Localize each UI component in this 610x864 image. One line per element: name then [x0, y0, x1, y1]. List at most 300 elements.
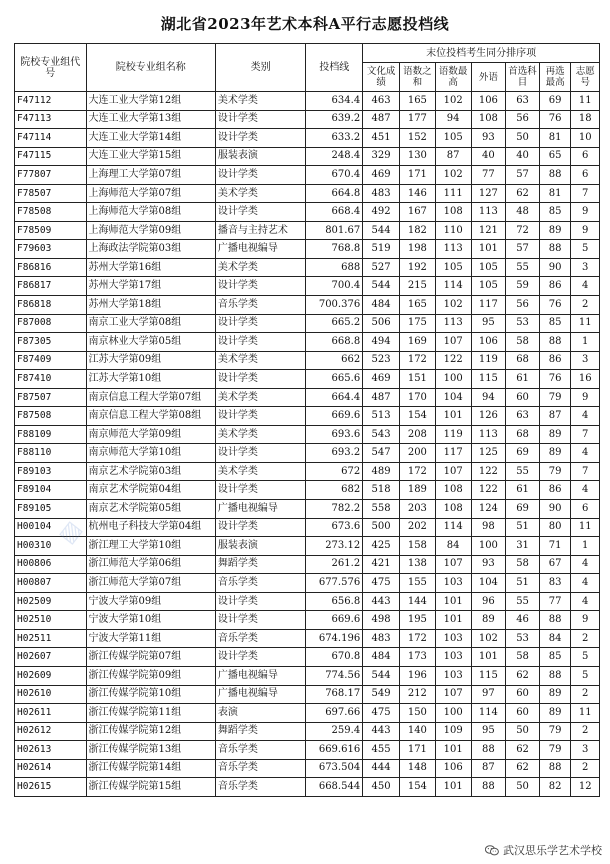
cell-elective-max: 89 [539, 704, 571, 723]
cell-culture: 543 [363, 425, 400, 444]
table-row [15, 759, 600, 778]
header-sub: 语数最高 [435, 63, 471, 92]
cell-elective-max: 88 [539, 666, 571, 685]
table-row [15, 611, 600, 630]
table-row [15, 722, 600, 741]
cell-name: 南京林业大学第05组 [86, 333, 215, 352]
table-row [15, 425, 600, 444]
cell-chn-math-sum: 140 [400, 722, 436, 741]
cell-code: F86817 [15, 277, 87, 296]
cell-first-subject: 55 [506, 258, 540, 277]
cell-category: 音乐学类 [215, 759, 305, 778]
cell-chn-math-max: 87 [435, 147, 471, 166]
cell-category: 广播电视编导 [215, 240, 305, 259]
table-row [15, 462, 600, 481]
cell-first-subject: 53 [506, 314, 540, 333]
cell-chn-math-max: 122 [435, 351, 471, 370]
cell-category: 广播电视编导 [215, 666, 305, 685]
cell-code: F88110 [15, 444, 87, 463]
cell-first-subject: 55 [506, 462, 540, 481]
cell-culture: 469 [363, 370, 400, 389]
cell-code: F89104 [15, 481, 87, 500]
cell-chn-math-max: 101 [435, 611, 471, 630]
cell-code: H02615 [15, 778, 87, 797]
cell-name: 宁波大学第10组 [86, 611, 215, 630]
cell-category: 设计学类 [215, 648, 305, 667]
cell-code: F87305 [15, 333, 87, 352]
cell-chn-math-max: 101 [435, 778, 471, 797]
cell-chn-math-max: 103 [435, 666, 471, 685]
cell-choice-no: 4 [571, 592, 600, 611]
cell-elective-max: 85 [539, 314, 571, 333]
table-row [15, 258, 600, 277]
cell-choice-no: 11 [571, 518, 600, 537]
cell-choice-no: 7 [571, 184, 600, 203]
cell-elective-max: 65 [539, 147, 571, 166]
cell-choice-no: 9 [571, 203, 600, 222]
cell-code: F47113 [15, 110, 87, 129]
cell-category: 设计学类 [215, 129, 305, 148]
cell-chn-math-max: 103 [435, 648, 471, 667]
table-row [15, 500, 600, 519]
cell-elective-max: 89 [539, 685, 571, 704]
header-category: 类别 [215, 44, 305, 92]
cell-choice-no: 1 [571, 537, 600, 556]
cell-chn-math-max: 114 [435, 518, 471, 537]
cell-chn-math-sum: 170 [400, 388, 436, 407]
cell-choice-no: 4 [571, 555, 600, 574]
cell-elective-max: 77 [539, 592, 571, 611]
cell-chn-math-max: 107 [435, 462, 471, 481]
header-code: 院校专业组代号 [15, 44, 87, 92]
cell-first-subject: 62 [506, 184, 540, 203]
cell-code: F87409 [15, 351, 87, 370]
footer [485, 842, 602, 858]
table-row [15, 444, 600, 463]
header-name: 院校专业组名称 [86, 44, 215, 92]
cell-code: H02610 [15, 685, 87, 704]
cell-name: 上海师范大学第09组 [86, 221, 215, 240]
cell-chn-math-max: 101 [435, 407, 471, 426]
cell-elective-max: 79 [539, 462, 571, 481]
header-sub: 志愿号 [571, 63, 600, 92]
cell-chn-math-sum: 173 [400, 648, 436, 667]
cell-culture: 444 [363, 759, 400, 778]
cell-foreign-lang: 122 [471, 462, 506, 481]
cell-chn-math-sum: 146 [400, 184, 436, 203]
cell-code: F89105 [15, 500, 87, 519]
cell-name: 苏州大学第17组 [86, 277, 215, 296]
cell-elective-max: 79 [539, 722, 571, 741]
cell-chn-math-sum: 200 [400, 444, 436, 463]
cell-foreign-lang: 115 [471, 666, 506, 685]
cell-code: H02612 [15, 722, 87, 741]
cell-chn-math-sum: 198 [400, 240, 436, 259]
cell-score: 259.4 [306, 722, 363, 741]
cell-score: 633.2 [306, 129, 363, 148]
cell-category: 服装表演 [215, 147, 305, 166]
cell-chn-math-sum: 165 [400, 296, 436, 315]
cell-culture: 500 [363, 518, 400, 537]
cell-elective-max: 82 [539, 778, 571, 797]
cell-elective-max: 86 [539, 277, 571, 296]
cell-score: 656.8 [306, 592, 363, 611]
cell-chn-math-max: 108 [435, 203, 471, 222]
table-row [15, 277, 600, 296]
cell-category: 美术学类 [215, 184, 305, 203]
cell-chn-math-max: 101 [435, 741, 471, 760]
cell-chn-math-max: 105 [435, 129, 471, 148]
cell-chn-math-sum: 189 [400, 481, 436, 500]
cell-name: 浙江传媒学院第12组 [86, 722, 215, 741]
cell-code: F87008 [15, 314, 87, 333]
cell-name: 浙江传媒学院第14组 [86, 759, 215, 778]
cell-elective-max: 89 [539, 221, 571, 240]
cell-chn-math-max: 106 [435, 759, 471, 778]
cell-first-subject: 62 [506, 741, 540, 760]
cell-elective-max: 86 [539, 351, 571, 370]
cell-score: 669.616 [306, 741, 363, 760]
cell-chn-math-max: 108 [435, 500, 471, 519]
cell-score: 782.2 [306, 500, 363, 519]
cell-choice-no: 11 [571, 314, 600, 333]
cell-foreign-lang: 105 [471, 258, 506, 277]
table-row [15, 351, 600, 370]
cell-foreign-lang: 126 [471, 407, 506, 426]
table-row [15, 388, 600, 407]
cell-choice-no: 18 [571, 110, 600, 129]
cell-choice-no: 4 [571, 407, 600, 426]
cell-category: 美术学类 [215, 388, 305, 407]
header-tiebreak-group: 末位投档考生同分排序项 [363, 44, 600, 63]
cell-category: 美术学类 [215, 258, 305, 277]
cell-name: 浙江理工大学第10组 [86, 537, 215, 556]
header-sub: 首选科目 [506, 63, 540, 92]
cell-elective-max: 89 [539, 444, 571, 463]
cell-culture: 463 [363, 92, 400, 111]
cell-category: 音乐学类 [215, 629, 305, 648]
cell-chn-math-sum: 155 [400, 574, 436, 593]
cell-score: 261.2 [306, 555, 363, 574]
cell-elective-max: 76 [539, 110, 571, 129]
table-row [15, 129, 600, 148]
cell-culture: 544 [363, 666, 400, 685]
cell-chn-math-sum: 215 [400, 277, 436, 296]
cell-chn-math-sum: 144 [400, 592, 436, 611]
cell-code: F47115 [15, 147, 87, 166]
cell-choice-no: 3 [571, 258, 600, 277]
cell-name: 浙江传媒学院第13组 [86, 741, 215, 760]
cell-foreign-lang: 87 [471, 759, 506, 778]
table-row [15, 221, 600, 240]
cell-name: 大连工业大学第12组 [86, 92, 215, 111]
cell-chn-math-max: 111 [435, 184, 471, 203]
cell-code: F88109 [15, 425, 87, 444]
cell-foreign-lang: 94 [471, 388, 506, 407]
cell-foreign-lang: 96 [471, 592, 506, 611]
cell-category: 广播电视编导 [215, 500, 305, 519]
cell-elective-max: 87 [539, 407, 571, 426]
cell-score: 672 [306, 462, 363, 481]
cell-category: 美术学类 [215, 92, 305, 111]
cell-name: 浙江师范大学第06组 [86, 555, 215, 574]
cell-foreign-lang: 88 [471, 778, 506, 797]
cell-category: 音乐学类 [215, 296, 305, 315]
cell-culture: 329 [363, 147, 400, 166]
cell-score: 670.4 [306, 166, 363, 185]
cell-category: 设计学类 [215, 333, 305, 352]
cell-first-subject: 72 [506, 221, 540, 240]
cell-culture: 451 [363, 129, 400, 148]
cell-choice-no: 4 [571, 444, 600, 463]
cell-choice-no: 2 [571, 296, 600, 315]
cell-score: 662 [306, 351, 363, 370]
cell-first-subject: 57 [506, 240, 540, 259]
cell-chn-math-max: 113 [435, 314, 471, 333]
cell-elective-max: 88 [539, 333, 571, 352]
table-body [15, 92, 600, 797]
cell-culture: 450 [363, 778, 400, 797]
cell-name: 南京信息工程大学第08组 [86, 407, 215, 426]
cell-choice-no: 2 [571, 722, 600, 741]
table-row [15, 778, 600, 797]
cell-first-subject: 69 [506, 500, 540, 519]
cell-chn-math-sum: 172 [400, 462, 436, 481]
cell-category: 设计学类 [215, 314, 305, 333]
cell-choice-no: 7 [571, 462, 600, 481]
cell-foreign-lang: 106 [471, 92, 506, 111]
cell-category: 音乐学类 [215, 574, 305, 593]
cell-first-subject: 62 [506, 759, 540, 778]
cell-elective-max: 69 [539, 92, 571, 111]
cell-code: H00807 [15, 574, 87, 593]
cell-chn-math-sum: 167 [400, 203, 436, 222]
cell-chn-math-sum: 212 [400, 685, 436, 704]
cell-chn-math-sum: 172 [400, 629, 436, 648]
cell-first-subject: 68 [506, 351, 540, 370]
cell-score: 693.6 [306, 425, 363, 444]
header-sub: 文化成绩 [363, 63, 400, 92]
cell-name: 宁波大学第11组 [86, 629, 215, 648]
cell-foreign-lang: 108 [471, 110, 506, 129]
cell-culture: 518 [363, 481, 400, 500]
cell-foreign-lang: 124 [471, 500, 506, 519]
table-row [15, 629, 600, 648]
cell-choice-no: 4 [571, 481, 600, 500]
cell-chn-math-sum: 196 [400, 666, 436, 685]
table-row [15, 592, 600, 611]
cell-chn-math-max: 102 [435, 92, 471, 111]
score-table [14, 43, 600, 797]
cell-choice-no: 12 [571, 778, 600, 797]
cell-category: 设计学类 [215, 444, 305, 463]
cell-name: 南京工业大学第08组 [86, 314, 215, 333]
cell-first-subject: 58 [506, 648, 540, 667]
table-row [15, 296, 600, 315]
cell-elective-max: 88 [539, 759, 571, 778]
table-row [15, 203, 600, 222]
cell-code: F47112 [15, 92, 87, 111]
cell-culture: 443 [363, 592, 400, 611]
table-row [15, 314, 600, 333]
cell-chn-math-sum: 192 [400, 258, 436, 277]
cell-code: F79603 [15, 240, 87, 259]
cell-first-subject: 63 [506, 92, 540, 111]
cell-category: 设计学类 [215, 277, 305, 296]
cell-first-subject: 58 [506, 333, 540, 352]
cell-score: 668.4 [306, 203, 363, 222]
table-row [15, 666, 600, 685]
cell-foreign-lang: 114 [471, 704, 506, 723]
cell-elective-max: 90 [539, 500, 571, 519]
page-title: 湖北省2023年艺术本科A平行志愿投档线 [160, 15, 450, 33]
cell-code: H02511 [15, 629, 87, 648]
cell-first-subject: 57 [506, 166, 540, 185]
cell-foreign-lang: 102 [471, 629, 506, 648]
cell-elective-max: 81 [539, 129, 571, 148]
cell-chn-math-max: 107 [435, 333, 471, 352]
cell-name: 大连工业大学第14组 [86, 129, 215, 148]
cell-elective-max: 67 [539, 555, 571, 574]
cell-elective-max: 76 [539, 370, 571, 389]
table-row [15, 407, 600, 426]
cell-chn-math-sum: 150 [400, 704, 436, 723]
table-row [15, 184, 600, 203]
cell-category: 设计学类 [215, 203, 305, 222]
cell-culture: 544 [363, 277, 400, 296]
cell-name: 浙江传媒学院第15组 [86, 778, 215, 797]
cell-score: 700.376 [306, 296, 363, 315]
table-row [15, 537, 600, 556]
cell-culture: 489 [363, 462, 400, 481]
cell-chn-math-sum: 175 [400, 314, 436, 333]
table-row [15, 685, 600, 704]
cell-name: 上海政法学院第03组 [86, 240, 215, 259]
cell-foreign-lang: 88 [471, 741, 506, 760]
cell-foreign-lang: 89 [471, 611, 506, 630]
cell-chn-math-max: 105 [435, 258, 471, 277]
table-row [15, 741, 600, 760]
cell-chn-math-sum: 152 [400, 129, 436, 148]
cell-category: 美术学类 [215, 351, 305, 370]
cell-choice-no: 9 [571, 221, 600, 240]
footer-text: 武汉思乐学艺术学校 [503, 844, 602, 857]
cell-first-subject: 50 [506, 129, 540, 148]
cell-category: 音乐学类 [215, 741, 305, 760]
cell-chn-math-max: 114 [435, 277, 471, 296]
cell-culture: 492 [363, 203, 400, 222]
cell-name: 浙江传媒学院第07组 [86, 648, 215, 667]
cell-culture: 519 [363, 240, 400, 259]
table-row [15, 704, 600, 723]
cell-category: 设计学类 [215, 518, 305, 537]
cell-code: H02609 [15, 666, 87, 685]
cell-chn-math-max: 107 [435, 555, 471, 574]
cell-category: 美术学类 [215, 425, 305, 444]
cell-chn-math-max: 110 [435, 221, 471, 240]
cell-chn-math-max: 100 [435, 704, 471, 723]
cell-first-subject: 60 [506, 685, 540, 704]
header-sub: 再选最高 [539, 63, 571, 92]
cell-choice-no: 2 [571, 685, 600, 704]
table-row [15, 333, 600, 352]
cell-score: 682 [306, 481, 363, 500]
cell-category: 设计学类 [215, 481, 305, 500]
cell-elective-max: 81 [539, 184, 571, 203]
cell-score: 669.6 [306, 611, 363, 630]
cell-culture: 475 [363, 704, 400, 723]
cell-culture: 469 [363, 166, 400, 185]
cell-first-subject: 60 [506, 704, 540, 723]
cell-culture: 527 [363, 258, 400, 277]
cell-category: 服装表演 [215, 537, 305, 556]
cell-foreign-lang: 40 [471, 147, 506, 166]
cell-score: 768.8 [306, 240, 363, 259]
cell-name: 南京艺术学院第05组 [86, 500, 215, 519]
cell-culture: 455 [363, 741, 400, 760]
cell-elective-max: 89 [539, 425, 571, 444]
cell-first-subject: 62 [506, 666, 540, 685]
cell-culture: 487 [363, 388, 400, 407]
cell-foreign-lang: 95 [471, 722, 506, 741]
table-row [15, 555, 600, 574]
cell-first-subject: 58 [506, 555, 540, 574]
cell-chn-math-max: 108 [435, 481, 471, 500]
cell-elective-max: 88 [539, 240, 571, 259]
cell-foreign-lang: 113 [471, 203, 506, 222]
cell-foreign-lang: 97 [471, 685, 506, 704]
table-row [15, 574, 600, 593]
cell-category: 音乐学类 [215, 778, 305, 797]
cell-score: 700.4 [306, 277, 363, 296]
cell-foreign-lang: 93 [471, 555, 506, 574]
cell-choice-no: 1 [571, 333, 600, 352]
cell-chn-math-sum: 154 [400, 778, 436, 797]
cell-choice-no: 3 [571, 741, 600, 760]
cell-chn-math-max: 102 [435, 296, 471, 315]
cell-first-subject: 60 [506, 388, 540, 407]
cell-name: 上海师范大学第08组 [86, 203, 215, 222]
cell-culture: 544 [363, 221, 400, 240]
cell-foreign-lang: 115 [471, 370, 506, 389]
cell-score: 664.4 [306, 388, 363, 407]
cell-elective-max: 71 [539, 537, 571, 556]
cell-code: H02510 [15, 611, 87, 630]
header-row-1 [15, 44, 600, 63]
cell-chn-math-max: 107 [435, 685, 471, 704]
cell-choice-no: 6 [571, 147, 600, 166]
cell-elective-max: 90 [539, 258, 571, 277]
cell-code: F87507 [15, 388, 87, 407]
cell-category: 设计学类 [215, 611, 305, 630]
cell-score: 665.6 [306, 370, 363, 389]
cell-chn-math-max: 117 [435, 444, 471, 463]
cell-foreign-lang: 104 [471, 574, 506, 593]
cell-code: F86818 [15, 296, 87, 315]
cell-code: F47114 [15, 129, 87, 148]
cell-first-subject: 69 [506, 444, 540, 463]
cell-elective-max: 80 [539, 518, 571, 537]
cell-name: 浙江传媒学院第11组 [86, 704, 215, 723]
table-row [15, 240, 600, 259]
cell-choice-no: 2 [571, 759, 600, 778]
cell-first-subject: 53 [506, 629, 540, 648]
cell-name: 上海师范大学第07组 [86, 184, 215, 203]
cell-chn-math-max: 94 [435, 110, 471, 129]
cell-chn-math-max: 113 [435, 240, 471, 259]
cell-choice-no: 5 [571, 240, 600, 259]
cell-chn-math-max: 104 [435, 388, 471, 407]
